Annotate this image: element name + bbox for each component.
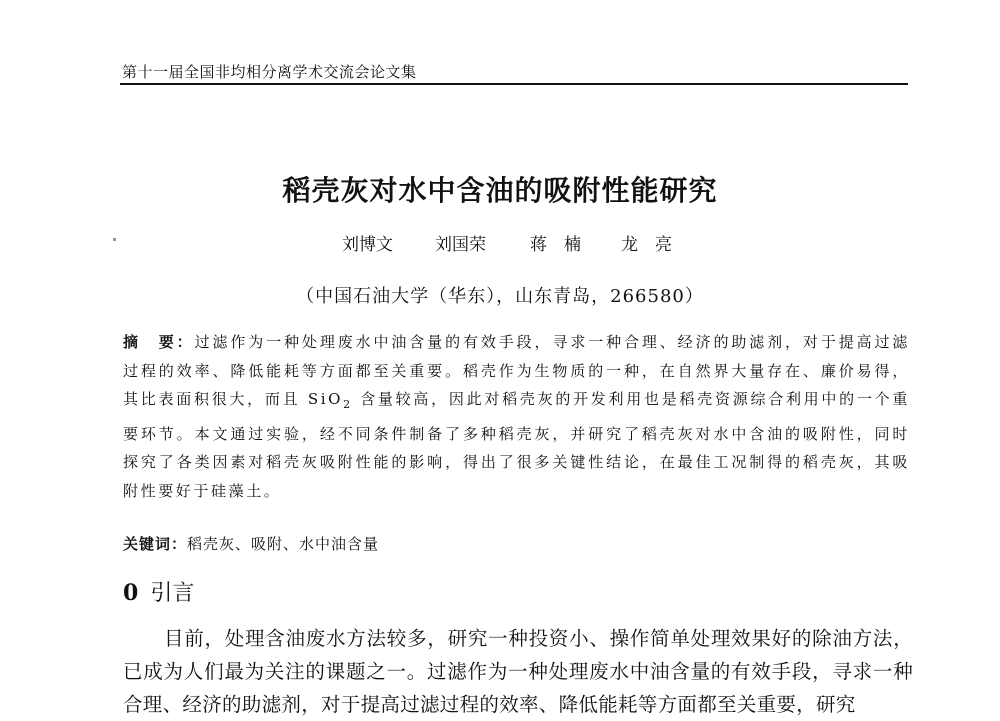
keywords-text: 稻壳灰、吸附、水中油含量 xyxy=(187,535,380,553)
author-3: 蒋 楠 xyxy=(530,235,581,255)
body-paragraph: 目前，处理含油废水方法较多，研究一种投资小、操作简单处理效果好的除油方法，已成为人们最为关注的课题之一。过滤作为一种处理废水中油含量的有效手段，寻求一种合理、经济的助滤剂，对于提高过滤过程的效率、降低能耗等方面都至关重要，研究 xyxy=(123,627,913,716)
author-2: 刘国荣 xyxy=(435,235,486,255)
scan-speck xyxy=(113,238,116,241)
keywords-label: 关键词： xyxy=(123,535,188,553)
running-header: 第十一届全国非均相分离学术交流会论文集 xyxy=(122,63,417,81)
author-list xyxy=(342,233,672,257)
section-heading xyxy=(123,578,194,609)
author-4: 龙 亮 xyxy=(621,235,672,255)
header-rule xyxy=(120,83,908,85)
abstract xyxy=(123,328,910,506)
section-title: 引言 xyxy=(150,581,195,606)
abstract-label: 摘 要： xyxy=(123,333,195,351)
abstract-subscript: 2 xyxy=(343,398,353,412)
section-number: 0 xyxy=(123,580,139,606)
keywords xyxy=(123,532,379,556)
abstract-text-part1: 过滤作为一种处理废水中油含量的有效手段，寻求一种合理、经济的助滤剂，对于提高过滤过程的效率、降低能耗等方面都至关重要。稻壳作为生物质的一种，在自然界大量存在、廉价易得，其比表面积很大，而且 SiO xyxy=(123,333,910,409)
paper-title: 稻壳灰对水中含油的吸附性能研究 xyxy=(282,174,718,207)
affiliation: （中国石油大学（华东），山东青岛，266580） xyxy=(296,286,704,307)
abstract-text-part2: 含量较高，因此对稻壳灰的开发利用也是稻壳资源综合利用中的一个重要环节。本文通过实验，经不同条件制备了多种稻壳灰，并研究了稻壳灰对水中含油的吸附性，同时探究了各类因素对稻壳灰吸附性能的影响，得出了很多关键性结论，在最佳工况制得的稻壳灰，其吸附性要好于硅藻土。 xyxy=(123,390,910,500)
author-1: 刘博文 xyxy=(342,235,393,255)
